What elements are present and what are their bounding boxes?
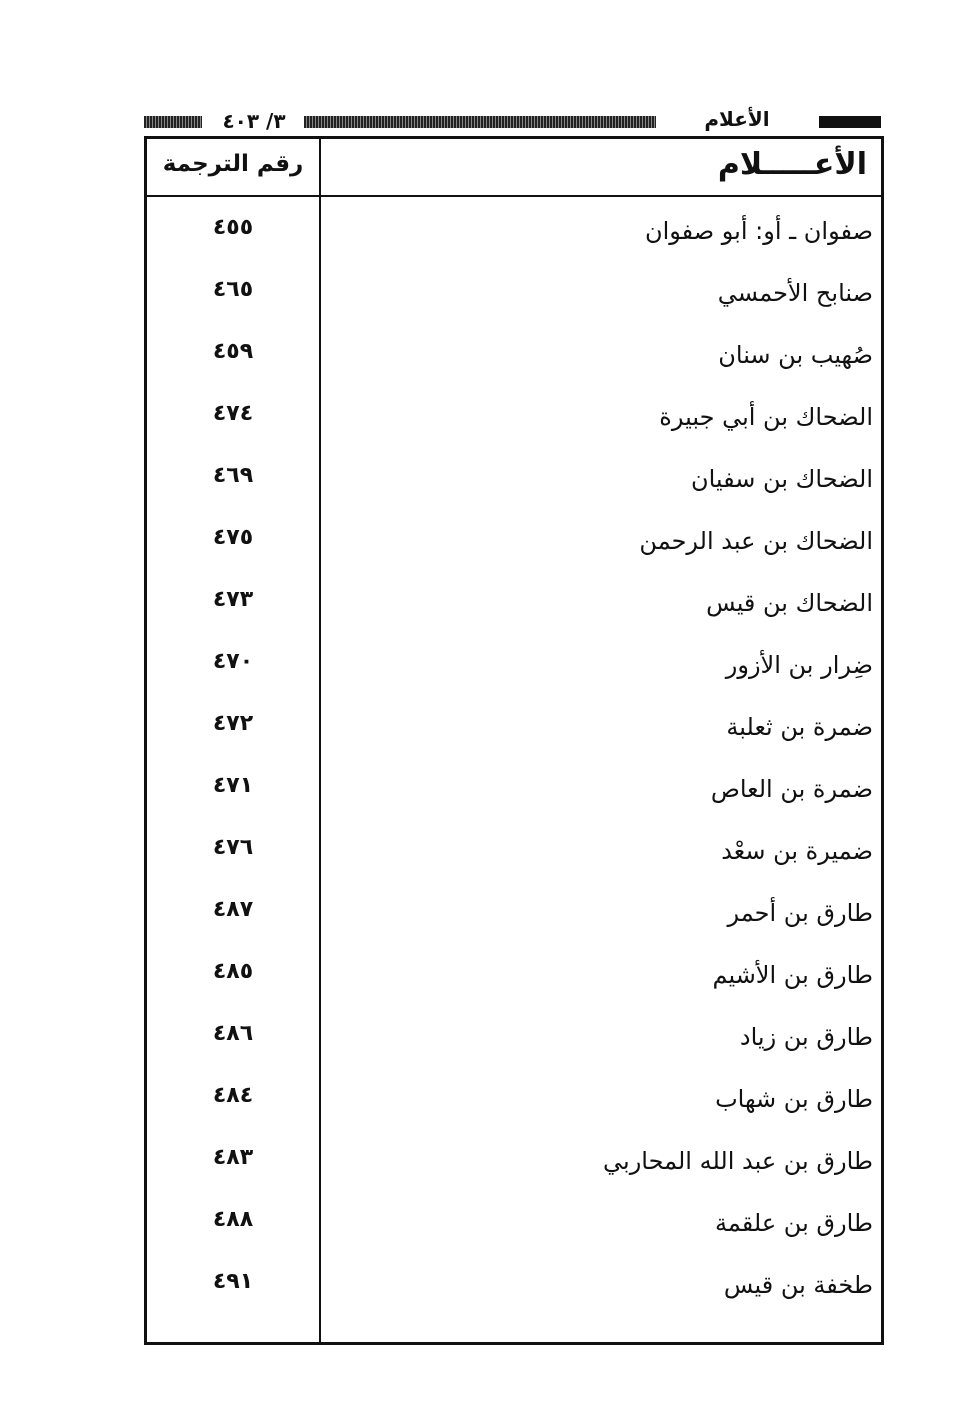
header-entry-number: رقم الترجمة (162, 151, 304, 177)
entry-name: الضحاك بن قيس (706, 589, 873, 617)
entry-name: الضحاك بن أبي جبيرة (659, 403, 873, 431)
entry-number: ٤٥٥ (212, 215, 254, 240)
entry-number: ٤٧٠ (212, 649, 254, 674)
running-head-rule-right (819, 116, 881, 128)
table-row (147, 1203, 881, 1265)
entry-name: الضحاك بن سفيان (690, 465, 873, 493)
entry-name: طارق بن زياد (739, 1023, 873, 1051)
running-head-title: الأعلام (704, 107, 770, 131)
running-head (144, 107, 881, 134)
table-row (147, 521, 881, 583)
entry-name: طخفة بن قيس (723, 1271, 873, 1299)
table-row (147, 273, 881, 335)
table-row (147, 397, 881, 459)
table-row (147, 211, 881, 273)
entry-name: صنابح الأحمسي (717, 279, 873, 307)
table-row (147, 707, 881, 769)
entry-number: ٤٨٦ (212, 1021, 254, 1046)
table-row (147, 1141, 881, 1203)
entry-name: صفوان ـ أو: أبو صفوان (644, 217, 873, 245)
entry-name: صُهيب بن سنان (718, 341, 873, 369)
entry-name: ضمرة بن العاص (710, 775, 873, 803)
table-row (147, 459, 881, 521)
table-row (147, 645, 881, 707)
table-row (147, 335, 881, 397)
header-rule (147, 195, 881, 197)
entry-name: ضميرة بن سعْد (721, 837, 873, 865)
entry-number: ٤٧٦ (212, 835, 254, 860)
entry-name: طارق بن الأشيم (712, 961, 873, 989)
entry-number: ٤٧٣ (212, 587, 254, 612)
page-number: ٣/ ٤٠٣ (222, 109, 286, 133)
table-row (147, 955, 881, 1017)
table-row (147, 1017, 881, 1079)
table-row (147, 1079, 881, 1141)
entry-number: ٤٩١ (212, 1269, 254, 1294)
running-head-rule-middle (304, 116, 656, 128)
index-table (144, 136, 884, 1345)
header-names: الأعـــــلام (717, 147, 867, 182)
entry-name: طارق بن علقمة (715, 1209, 873, 1237)
running-head-rule-left (144, 116, 202, 128)
entry-number: ٤٨٨ (212, 1207, 254, 1232)
entry-number: ٤٧٢ (212, 711, 254, 736)
entry-name: ضمرة بن ثعلبة (726, 713, 873, 741)
entry-name: طارق بن أحمر (727, 899, 873, 927)
entry-number: ٤٧٥ (212, 525, 254, 550)
entry-number: ٤٦٩ (212, 463, 254, 488)
entry-name: طارق بن عبد الله المحاربي (603, 1147, 873, 1175)
table-rows (147, 211, 881, 1327)
table-row (147, 583, 881, 645)
table-row (147, 831, 881, 893)
entry-name: ضِرار بن الأزور (725, 651, 873, 679)
entry-number: ٤٧١ (212, 773, 254, 798)
table-row (147, 1265, 881, 1327)
entry-number: ٤٨٤ (212, 1083, 254, 1108)
entry-name: طارق بن شهاب (715, 1085, 873, 1113)
table-row (147, 769, 881, 831)
entry-number: ٤٦٥ (212, 277, 254, 302)
entry-number: ٤٨٧ (212, 897, 254, 922)
entry-name: الضحاك بن عبد الرحمن (639, 527, 873, 555)
entry-number: ٤٧٤ (212, 401, 254, 426)
entry-number: ٤٥٩ (212, 339, 254, 364)
table-row (147, 893, 881, 955)
entry-number: ٤٨٥ (212, 959, 254, 984)
entry-number: ٤٨٣ (212, 1145, 254, 1170)
